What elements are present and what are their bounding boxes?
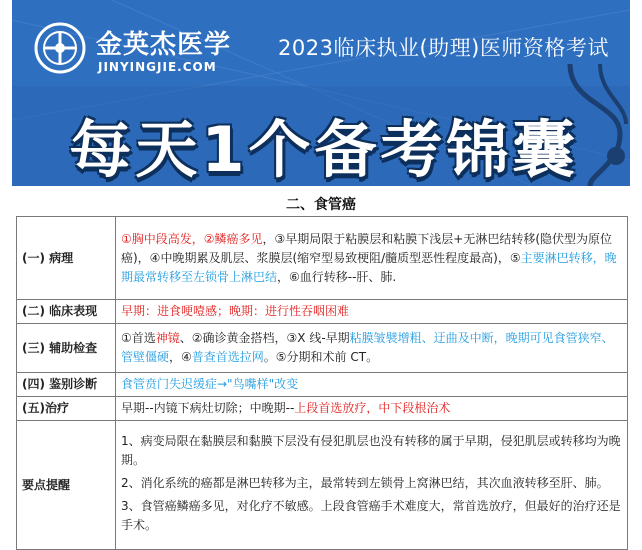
note-paragraph: 3、食管癌鳞癌多见，对化疗不敏感。上段食管癌手术难度大，常首选放疗，但最好的治疗还是手术。 <box>121 498 621 532</box>
brand-name: 金英杰医学 <box>96 30 232 60</box>
text-segment: 神镜 <box>155 331 180 345</box>
text-segment: 。⑤分期和术前 CT。 <box>263 350 379 364</box>
text-segment: ①胸中段高发， <box>121 231 204 246</box>
stethoscope-icon <box>560 64 630 186</box>
text-segment: 、②确诊黄金搭档，③X 线-早期 <box>179 331 350 345</box>
row-label: (四) 鉴别诊断 <box>17 373 116 397</box>
row-content <box>116 373 628 397</box>
text-segment: 早期--内镜下病灶切除；中晚期-- <box>121 401 295 415</box>
note-paragraph: 1、病变局限在黏膜层和黏膜下层没有侵犯肌层也没有转移的属于早期，侵犯肌层或转移均为晚期。 <box>121 433 621 467</box>
table-row <box>17 421 628 550</box>
row-label: (一) 病理 <box>17 217 116 300</box>
table-row <box>17 324 628 373</box>
row-label: (三) 辅助检查 <box>17 324 116 373</box>
text-segment: ②鳞癌多见 <box>203 231 263 246</box>
section-title: 二、食管癌 <box>286 197 356 213</box>
text-segment: ①首选 <box>121 331 156 345</box>
note-content <box>116 421 628 550</box>
brand-url: JINYINGJIE.COM <box>98 60 217 74</box>
header-banner <box>12 0 630 186</box>
row-content <box>116 397 628 421</box>
text-segment: ，③早期局限于粘膜层和粘膜下浅层+无淋巴结转移(隐伏型为原位癌)，④中晚期累及肌层、浆膜层(缩窄型易致梗阻/髓质型恶性程度最高)，⑤ <box>121 231 613 265</box>
table-row <box>17 397 628 421</box>
text-segment: 粘膜皱襞增粗、迂曲及中断，晚期可见食管狭窄、管壁僵硬 <box>121 331 614 364</box>
text-segment: 食管贲门失迟缓症→"鸟嘴样"改变 <box>121 377 299 391</box>
summary-table <box>16 216 628 550</box>
text-segment: 主要淋巴转移，晚期最常转移至左锁骨上淋巴结 <box>121 250 617 284</box>
table-row <box>17 217 628 300</box>
text-segment: ，⑥血行转移--肝、肺. <box>277 269 397 284</box>
row-label: 要点提醒 <box>17 421 116 550</box>
exam-title: 2023临床执业(助理)医师资格考试 <box>278 36 609 60</box>
row-label: (五)治疗 <box>17 397 116 421</box>
text-segment: 上段首选放疗，中下段根治术 <box>294 401 451 415</box>
slogan-title: 每天1个备考锦囊 <box>69 113 579 186</box>
table-row <box>17 300 628 324</box>
text-segment: 普查首选拉网 <box>191 350 264 364</box>
row-content <box>116 324 628 373</box>
text-segment: 早期：进食哽噎感；晚期：进行性吞咽困难 <box>121 304 350 318</box>
brand-logo-icon <box>34 22 86 74</box>
table-row <box>17 373 628 397</box>
text-segment: ，④ <box>169 350 192 364</box>
row-label: (二) 临床表现 <box>17 300 116 324</box>
row-content <box>116 217 628 300</box>
row-content <box>116 300 628 324</box>
note-paragraph: 2、消化系统的癌都是淋巴转移为主，最常转到左锁骨上窝淋巴结，其次血液转移至肝、肺。 <box>121 475 609 490</box>
